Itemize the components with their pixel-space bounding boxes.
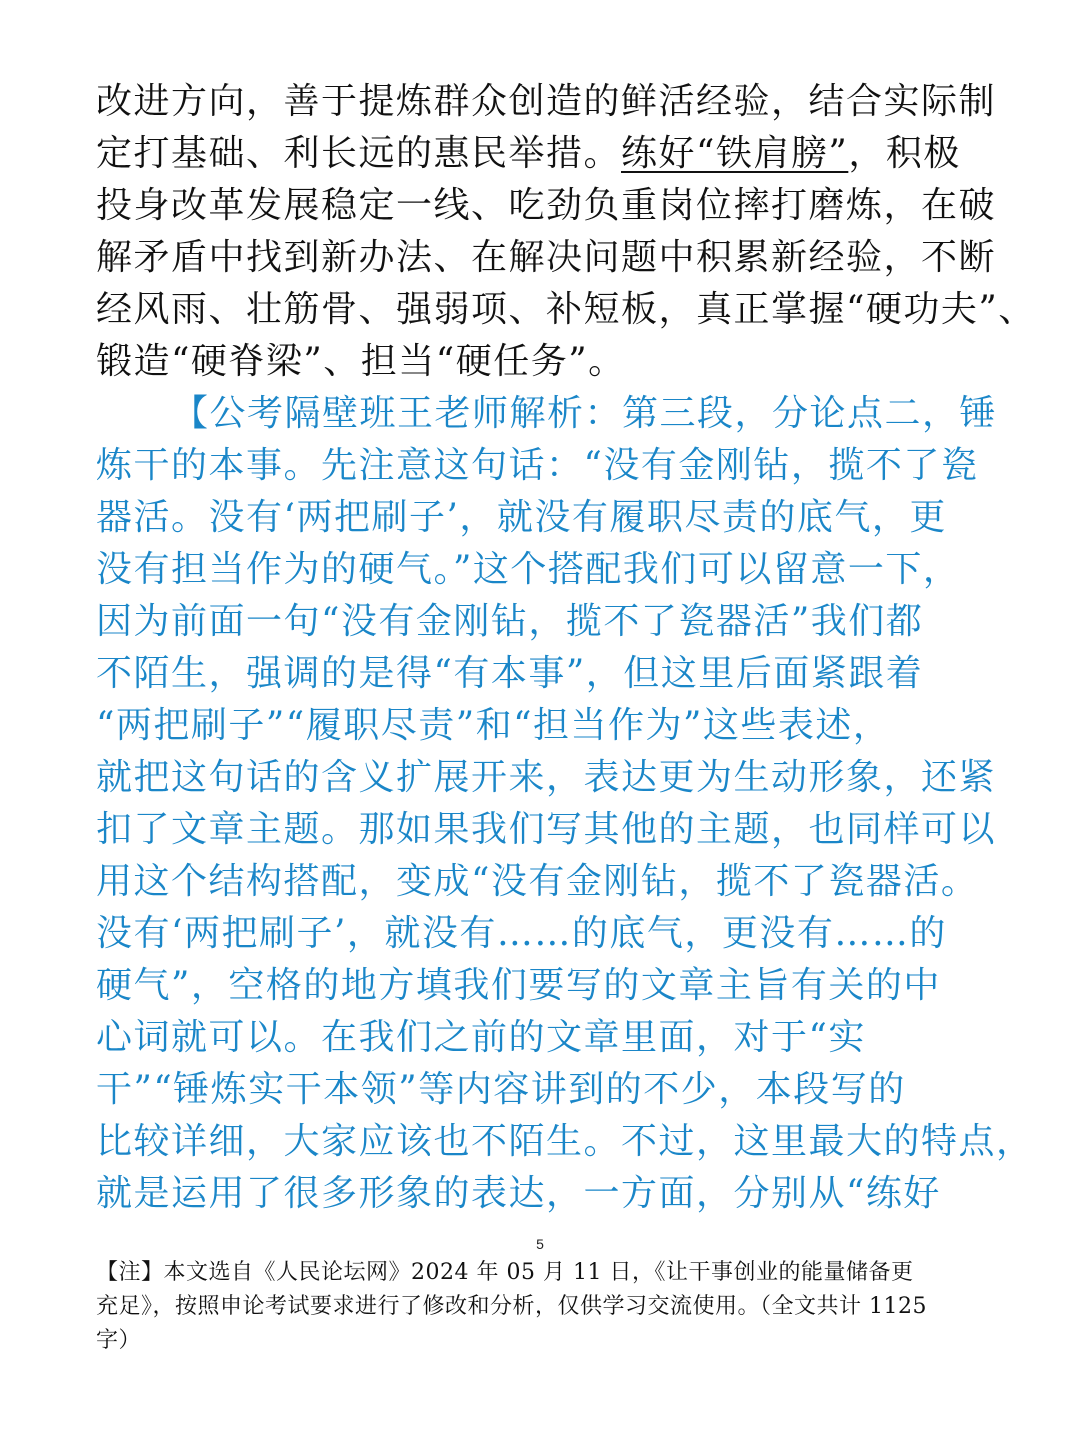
body-line-4: 解矛盾中找到新办法、在解决问题中积累新经验，不断 [96, 237, 997, 278]
analysis-line-15: 比较详细，大家应该也不陌生。不过，这里最大的特点， [96, 1121, 1034, 1162]
body-line-5: 经风雨、壮筋骨、强弱项、补短板，真正掌握“硬功夫”、 [96, 289, 1036, 330]
footnote-line-3: 字） [96, 1328, 142, 1353]
analysis-line-6: 不陌生，强调的是得“有本事”，但这里后面紧跟着 [96, 653, 924, 694]
body-line-2-start: 定打基础、利长远的惠民举措。 [96, 133, 622, 174]
footnote-line-1: 【注】本文选自《人民论坛网》2024 年 05 月 11 日，《让干事创业的能量储备更 [96, 1260, 914, 1285]
body-line-3: 投身改革发展稳定一线、吃劲负重岗位摔打磨炼，在破 [96, 185, 997, 226]
analysis-line-3: 器活。没有‘两把刷子’，就没有履职尽责的底气，更 [96, 497, 947, 538]
analysis-line-8: 就把这句话的含义扩展开来，表达更为生动形象，还紧 [96, 757, 997, 798]
underlined-phrase: 练好“铁肩膀” [621, 133, 849, 174]
body-line-2-end: ，积极 [848, 133, 961, 174]
analysis-line-14: 干”“锤炼实干本领”等内容讲到的不少，本段写的 [96, 1069, 906, 1110]
analysis-line-4: 没有担当作为的硬气。”这个搭配我们可以留意一下， [96, 549, 961, 590]
analysis-line-13: 心词就可以。在我们之前的文章里面，对于“实 [96, 1017, 866, 1058]
analysis-line-5: 因为前面一句“没有金刚钻，揽不了瓷器活”我们都 [96, 601, 924, 642]
analysis-line-10: 用这个结构搭配，变成“没有金刚钻，揽不了瓷器活。 [96, 861, 979, 902]
footnote-line-2: 充足》，按照申论考试要求进行了修改和分析，仅供学习交流使用。（全文共计 1125 [96, 1294, 927, 1319]
body-line-2 [96, 128, 996, 180]
analysis-line-11: 没有‘两把刷子’，就没有……的底气，更没有……的 [96, 913, 947, 954]
body-line-1: 改进方向，善于提炼群众创造的鲜活经验，结合实际制 [96, 81, 997, 122]
analysis-line-1: 【公考隔壁班王老师解析：第三段，分论点二，锤 [172, 393, 998, 434]
analysis-line-7: “两把刷子”“履职尽责”和“担当作为”这些表述， [96, 705, 891, 746]
analysis-line-9: 扣了文章主题。那如果我们写其他的主题，也同样可以 [96, 809, 997, 850]
analysis-line-16: 就是运用了很多形象的表达，一方面，分别从“练好 [96, 1173, 941, 1214]
body-line-6: 锻造“硬脊梁”、担当“硬任务”。 [96, 341, 626, 382]
page-number: 5 [536, 1236, 544, 1252]
analysis-line-12: 硬气”，空格的地方填我们要写的文章主旨有关的中 [96, 965, 941, 1006]
analysis-line-2: 炼干的本事。先注意这句话：“没有金刚钻，揽不了瓷 [96, 445, 979, 486]
